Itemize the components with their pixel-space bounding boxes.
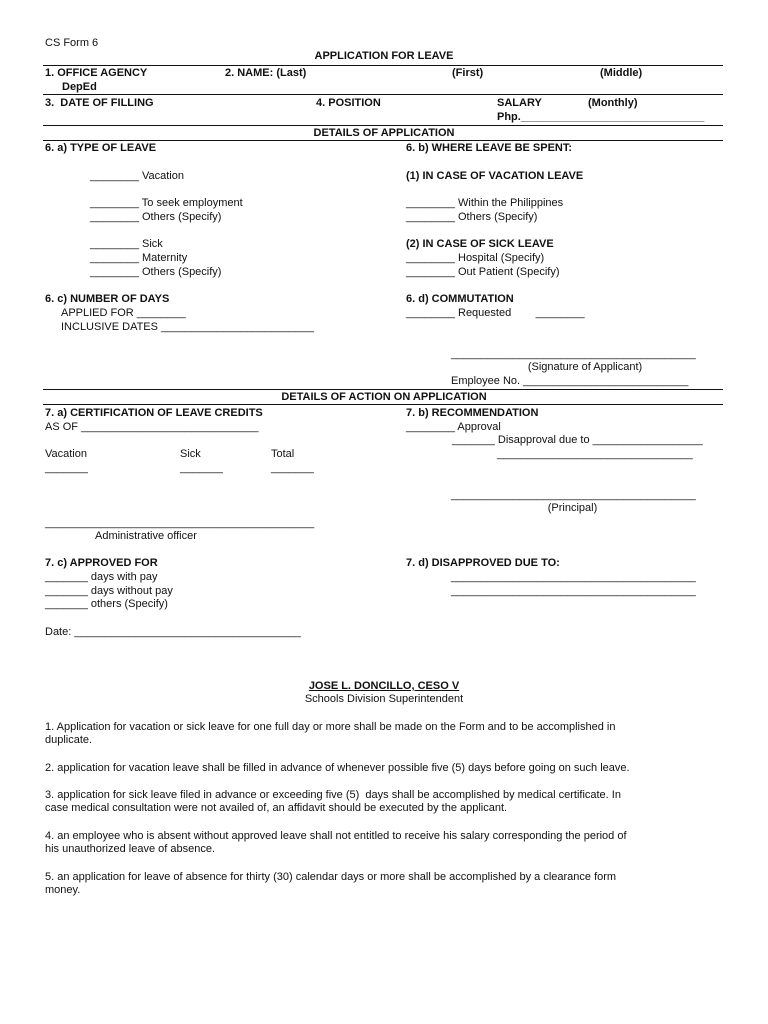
name-first-label: (First) [452,67,484,79]
details-of-action-heading: DETAILS OF ACTION ON APPLICATION [281,391,487,403]
signatory-name: JOSE L. DONCILLO, CESO V [308,680,460,692]
note-1-line-1: 1. Application for vacation or sick leave for one full day or more shall be made on the Form and to be accomplished in [45,721,616,733]
administrative-officer-signature-line[interactable]: ____________________________________________ [45,517,315,529]
vacation-others-option[interactable]: ________ Others (Specify) [406,211,538,223]
name-middle-label: (Middle) [600,67,643,79]
divider [43,65,723,66]
leave-type-sick[interactable]: ________ Sick [90,238,163,250]
divider [43,404,723,405]
credit-total-label: Total [271,448,295,460]
form-number: CS Form 6 [45,37,99,49]
position-label: 4. POSITION [316,97,381,109]
employee-number-field[interactable]: Employee No. ___________________________ [451,375,689,387]
salary-monthly-label: (Monthly) [588,97,638,109]
principal-label: (Principal) [547,502,598,514]
credit-total-field[interactable]: _______ [271,462,314,474]
note-3-line-1: 3. application for sick leave filed in advance or exceeding five (5) days shall be accomplished by medical certificate. In [45,789,621,801]
disapproved-due-to-heading: 7. d) DISAPPROVED DUE TO: [406,557,560,569]
administrative-officer-label: Administrative officer [95,530,197,542]
signatory-title: Schools Division Superintendent [304,693,464,705]
disapproved-reason-line-2[interactable]: ________________________________________ [451,585,696,597]
days-with-pay-field[interactable]: _______ days with pay [45,571,158,583]
salary-php-field[interactable]: Php.______________________________ [497,111,705,123]
applicant-signature-line[interactable]: ________________________________________ [451,348,696,360]
applied-for-field[interactable]: APPLIED FOR ________ [61,307,186,319]
note-4-line-1: 4. an employee who is absent without approved leave shall not entitled to receive his salary corresponding the period of [45,830,627,842]
credit-sick-label: Sick [180,448,201,460]
salary-label: SALARY [497,97,542,109]
approved-for-heading: 7. c) APPROVED FOR [45,557,158,569]
others-specify-field[interactable]: _______ others (Specify) [45,598,168,610]
note-5-line-1: 5. an application for leave of absence for thirty (30) calendar days or more shall be accomplished by a clearance form [45,871,617,883]
certification-heading: 7. a) CERTIFICATION OF LEAVE CREDITS [45,407,263,419]
leave-type-others[interactable]: ________ Others (Specify) [90,211,222,223]
inclusive-dates-field[interactable]: INCLUSIVE DATES _________________________ [61,321,314,333]
disapproved-reason-line-1[interactable]: ________________________________________ [451,571,696,583]
details-of-application-heading: DETAILS OF APPLICATION [313,127,455,139]
number-of-days-heading: 6. c) NUMBER OF DAYS [45,293,170,305]
divider [43,389,723,390]
office-agency-label: 1. OFFICE AGENCY [45,67,148,79]
principal-signature-line[interactable]: ________________________________________ [451,489,696,501]
type-of-leave-heading: 6. a) TYPE OF LEAVE [45,142,157,154]
days-without-pay-field[interactable]: _______ days without pay [45,585,173,597]
credit-sick-field[interactable]: _______ [180,462,223,474]
where-leave-spent-heading: 6. b) WHERE LEAVE BE SPENT: [406,142,573,154]
divider [43,94,723,95]
vacation-leave-heading: (1) IN CASE OF VACATION LEAVE [406,170,584,182]
disapproval-option[interactable]: _______ Disapproval due to __________________ [452,434,703,446]
date-of-filing-label: 3. DATE OF FILLING [45,97,154,109]
office-agency-value[interactable]: DepEd [62,81,97,93]
leave-type-others-2[interactable]: ________ Others (Specify) [90,266,222,278]
as-of-field[interactable]: AS OF _____________________________ [45,421,259,433]
leave-type-seek-employment[interactable]: ________ To seek employment [90,197,243,209]
divider [43,140,723,141]
commutation-requested-field[interactable]: ________ Requested ________ [406,307,585,319]
disapproval-reason-line[interactable]: ________________________________ [497,448,693,460]
credit-vacation-field[interactable]: _______ [45,462,88,474]
divider [43,125,723,126]
recommendation-heading: 7. b) RECOMMENDATION [406,407,539,419]
hospital-option[interactable]: ________ Hospital (Specify) [406,252,545,264]
applicant-signature-label: (Signature of Applicant) [527,361,643,373]
note-1-line-2: duplicate. [45,734,93,746]
date-field[interactable]: Date: _____________________________________ [45,626,301,638]
commutation-heading: 6. d) COMMUTATION [406,293,514,305]
approval-option[interactable]: ________ Approval [406,421,501,433]
note-3-line-2: case medical consultation were not availed of, an affidavit should be executed by the applicant. [45,802,508,814]
note-2: 2. application for vacation leave shall be filled in advance of whenever possible five (5) days before going on such leave. [45,762,630,774]
form-title: APPLICATION FOR LEAVE [314,50,454,62]
name-last-label: 2. NAME: (Last) [225,67,307,79]
sick-leave-heading: (2) IN CASE OF SICK LEAVE [406,238,554,250]
out-patient-option[interactable]: ________ Out Patient (Specify) [406,266,560,278]
note-5-line-2: money. [45,884,81,896]
credit-vacation-label: Vacation [45,448,87,460]
note-4-line-2: his unauthorized leave of absence. [45,843,216,855]
leave-type-vacation[interactable]: ________ Vacation [90,170,184,182]
leave-type-maternity[interactable]: ________ Maternity [90,252,188,264]
within-philippines-option[interactable]: ________ Within the Philippines [406,197,564,209]
